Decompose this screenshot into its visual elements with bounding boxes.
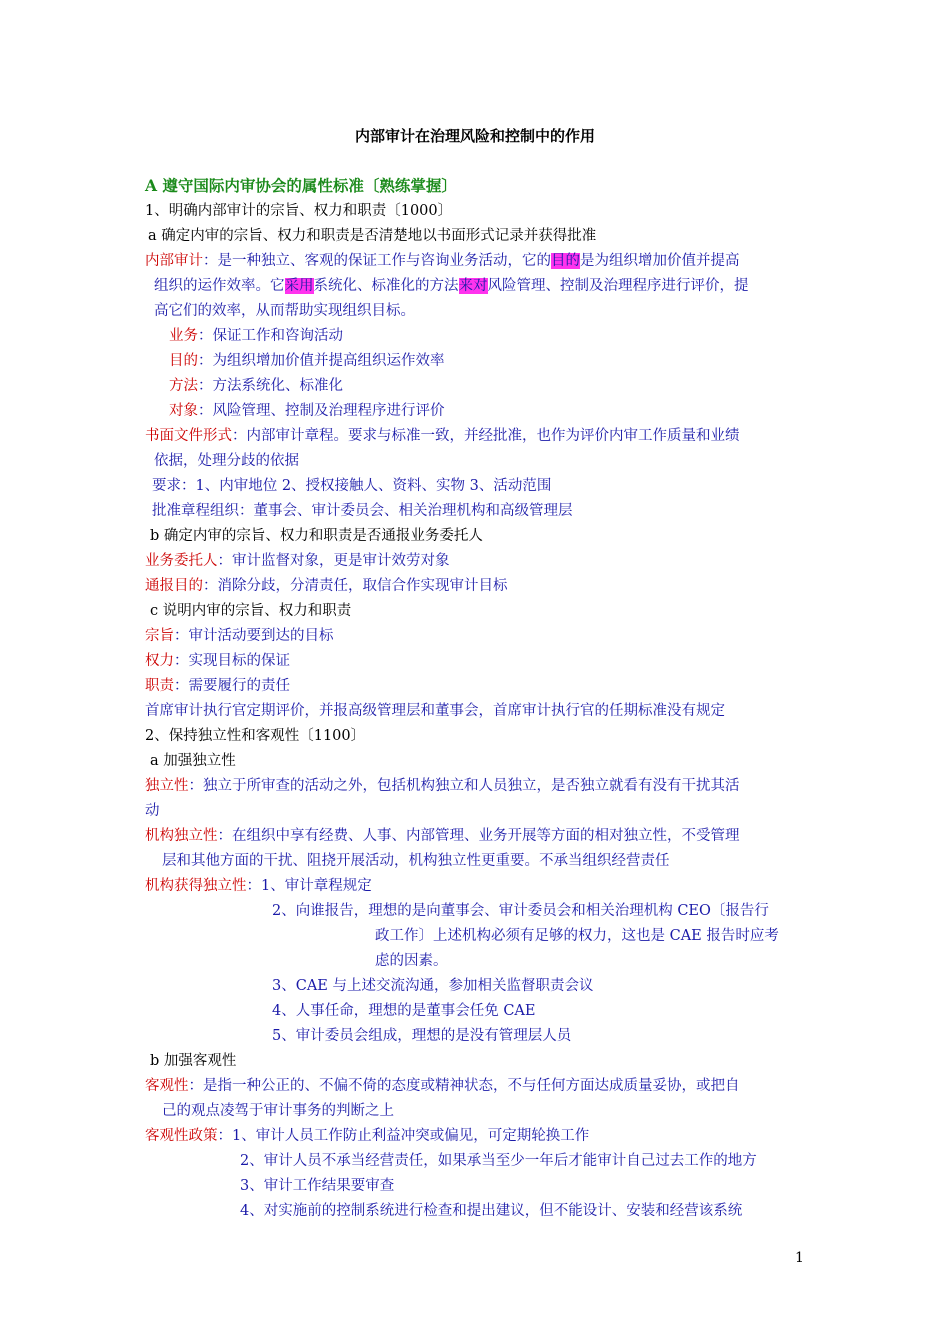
def-method: 方法：方法系统化、标准化 [169,378,343,394]
item-1b-heading: b 确定内审的宗旨、权力和职责是否通报业务委托人 [150,528,483,544]
highlight-toward: 来对 [458,278,488,294]
document-title: 内部审计在治理风险和控制中的作用 [354,127,595,145]
internal-audit-definition-line2: 组织的运作效率。它采用系统化、标准化的方法来对风险管理、控制及治理程序进行评价，提 [154,278,749,294]
def-object: 对象：风险管理、控制及治理程序进行评价 [169,403,445,419]
internal-audit-definition-line3: 高它们的效率，从而帮助实现组织目标。 [154,303,415,319]
power-line: 权力：实现目标的保证 [145,653,290,669]
client-line: 业务委托人：审计监督对象，更是审计效劳对象 [145,553,450,569]
objectivity-policy-item4: 4、对实施前的控制系统进行检查和提出建议，但不能设计、安装和经营该系统 [240,1203,743,1219]
obtain-independence-item2-line3: 虑的因素。 [375,953,448,969]
item-2-heading: 2、保持独立性和客观性〔1100〕 [145,728,366,744]
section-a-heading: A 遵守国际内审协会的属性标准〔熟练掌握〕 [145,176,457,195]
obtain-independence-item2-line2: 政工作〕上述机构必须有足够的权力，这也是 CAE 报告时应考 [375,928,779,944]
duty-line: 职责：需要履行的责任 [145,678,290,694]
highlight-adopt: 采用 [284,278,314,294]
item-1c-heading: c 说明内审的宗旨、权力和职责 [150,603,352,619]
objectivity-line1: 客观性：是指一种公正的、不偏不倚的态度或精神状态，不与任何方面达成质量妥协，或把自 [145,1078,740,1094]
internal-audit-label: 内部审计 [145,253,203,269]
item-2a-heading: a 加强独立性 [150,753,236,769]
objectivity-policy-item1: 客观性政策：1、审计人员工作防止利益冲突或偏见，可定期轮换工作 [145,1128,590,1144]
def-business: 业务：保证工作和咨询活动 [169,328,343,344]
objectivity-policy-item3: 3、审计工作结果要审查 [240,1178,395,1194]
page-number: 1 [795,1250,804,1266]
obtain-independence-item5: 5、审计委员会组成，理想的是没有管理层人员 [272,1028,572,1044]
internal-audit-definition-line1: 内部审计：是一种独立、客观的保证工作与咨询业务活动，它的目的是为组织增加价值并提高 [145,253,740,269]
obtain-independence-item1: 机构获得独立性：1、审计章程规定 [145,878,372,894]
cae-review-line: 首席审计执行官定期评价，并报高级管理层和董事会，首席审计执行官的任期标准没有规定 [145,703,725,719]
requirements-line: 要求：1、内审地位 2、授权接触人、资料、实物 3、活动范围 [152,478,552,494]
independence-line1: 独立性：独立于所审查的活动之外，包括机构独立和人员独立，是否独立就看有没有干扰其活 [145,778,740,794]
obtain-independence-item2-line1: 2、向谁报告，理想的是向董事会、审计委员会和相关治理机构 CEO〔报告行 [272,903,769,919]
org-independence-line2: 层和其他方面的干扰、阻挠开展活动，机构独立性更重要。不承当组织经营责任 [162,853,670,869]
written-form-line2: 依据，处理分歧的依据 [154,453,299,469]
purpose-line: 宗旨：审计活动要到达的目标 [145,628,334,644]
highlight-purpose: 目的 [551,253,580,269]
item-1-heading: 1、明确内部审计的宗旨、权力和职责〔1000〕 [145,203,453,219]
independence-line2: 动 [145,803,160,819]
notify-line: 通报目的：消除分歧，分清责任，取信合作实现审计目标 [145,578,508,594]
approval-org-line: 批准章程组织：董事会、审计委员会、相关治理机构和高级管理层 [152,503,573,519]
item-2b-heading: b 加强客观性 [150,1053,237,1069]
def-goal: 目的：为组织增加价值并提高组织运作效率 [169,353,445,369]
written-form-label: 书面文件形式 [145,428,232,444]
obtain-independence-item3: 3、CAE 与上述交流沟通，参加相关监督职责会议 [272,978,594,994]
objectivity-line2: 己的观点凌驾于审计事务的判断之上 [162,1103,394,1119]
org-independence-line1: 机构独立性：在组织中享有经费、人事、内部管理、业务开展等方面的相对独立性，不受管理 [145,828,740,844]
obtain-independence-item4: 4、人事任命，理想的是董事会任免 CAE [272,1003,536,1019]
written-form-line1: 书面文件形式：内部审计章程。要求与标准一致，并经批准，也作为评价内审工作质量和业绩 [145,428,740,444]
item-1a-heading: a 确定内审的宗旨、权力和职责是否清楚地以书面形式记录并获得批准 [148,228,597,244]
objectivity-policy-item2: 2、审计人员不承当经营责任，如果承当至少一年后才能审计自己过去工作的地方 [240,1153,757,1169]
